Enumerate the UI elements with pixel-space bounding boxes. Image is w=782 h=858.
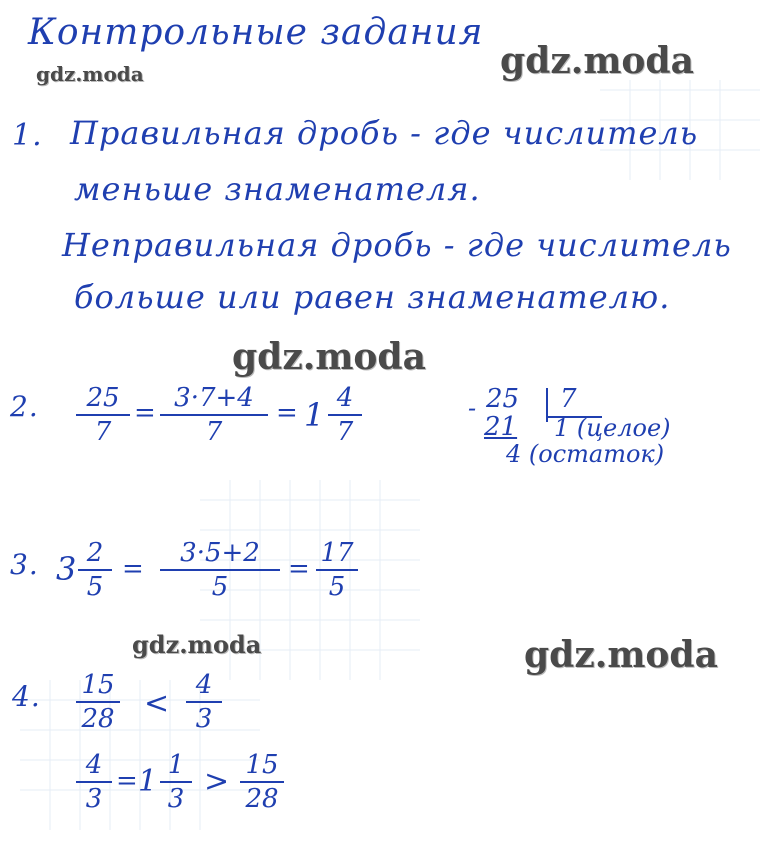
less-than-sign: < [144, 686, 170, 721]
task1-line4: больше или равен знаменателю. [74, 278, 671, 316]
division-divisor: 7 [560, 384, 577, 414]
numerator: 17 [320, 538, 354, 568]
page-title: Контрольные задания [28, 12, 484, 53]
equals-sign: = [288, 554, 310, 584]
denominator: 3 [195, 704, 213, 734]
numerator: 25 [86, 383, 120, 413]
numerator: 4 [336, 383, 354, 413]
task4-fraction-c [76, 752, 112, 812]
task3-number: 3. [10, 548, 39, 581]
numerator: 4 [85, 750, 103, 780]
task2-number: 2. [10, 390, 39, 423]
division-minus: - [468, 394, 477, 422]
fraction-bar [76, 701, 120, 703]
numerator: 2 [86, 538, 104, 568]
equals-sign: = [276, 398, 298, 428]
task4-fraction-d [160, 752, 192, 812]
fraction-bar [240, 781, 284, 783]
task3-fraction-result [316, 540, 358, 600]
division-subtrahend: 21 [484, 412, 518, 442]
denominator: 5 [86, 572, 104, 602]
division-quotient: 1 (целое) [554, 414, 671, 442]
task2-fraction-mixed [328, 385, 362, 445]
numerator: 3·5+2 [180, 538, 260, 568]
fraction-bar [76, 781, 112, 783]
watermark: gdz.moda [524, 634, 718, 676]
fraction-bar [78, 569, 112, 571]
watermark: gdz.moda [232, 336, 426, 378]
denominator: 28 [81, 704, 115, 734]
denominator: 28 [245, 784, 279, 814]
denominator: 7 [205, 417, 223, 447]
task4-number: 4. [12, 680, 41, 713]
greater-than-sign: > [204, 764, 230, 799]
denominator: 3 [85, 784, 103, 814]
numerator: 1 [167, 750, 185, 780]
task1-number: 1. [12, 118, 43, 153]
fraction-bar [328, 414, 362, 416]
task3-fraction-expanded [160, 540, 280, 600]
mixed-whole: 1 [304, 396, 325, 434]
task1-line2: меньше знаменателя. [74, 170, 481, 208]
division-remainder: 4 (остаток) [506, 440, 665, 468]
task3-fraction-mixed [78, 540, 112, 600]
watermark: gdz.moda [500, 40, 694, 82]
denominator: 3 [167, 784, 185, 814]
equals-sign: = [134, 398, 156, 428]
denominator: 5 [328, 572, 346, 602]
denominator: 7 [336, 417, 354, 447]
fraction-bar [186, 701, 222, 703]
fraction-bar [160, 781, 192, 783]
denominator: 7 [94, 417, 112, 447]
fraction-bar [160, 414, 268, 416]
mixed-whole: 3 [56, 550, 77, 588]
fraction-bar [316, 569, 358, 571]
task1-line3: Неправильная дробь - где числитель [62, 226, 732, 264]
watermark: gdz.moda [132, 630, 262, 659]
numerator: 15 [245, 750, 279, 780]
task2-fraction-expanded [160, 385, 268, 445]
task4-fraction-e [240, 752, 284, 812]
mixed-whole: 1 [138, 764, 158, 799]
task4-fraction-a [76, 672, 120, 732]
numerator: 3·7+4 [174, 383, 254, 413]
division-dividend: 25 [486, 384, 520, 414]
numerator: 4 [195, 670, 213, 700]
task4-fraction-b [186, 672, 222, 732]
equals-sign: = [122, 554, 144, 584]
task1-line1: Правильная дробь - где числитель [70, 114, 699, 152]
watermark: gdz.moda [36, 62, 144, 86]
task2-fraction-improper [76, 385, 130, 445]
numerator: 15 [81, 670, 115, 700]
fraction-bar [160, 569, 280, 571]
denominator: 5 [211, 572, 229, 602]
fraction-bar [76, 414, 130, 416]
equals-sign: = [116, 766, 138, 796]
